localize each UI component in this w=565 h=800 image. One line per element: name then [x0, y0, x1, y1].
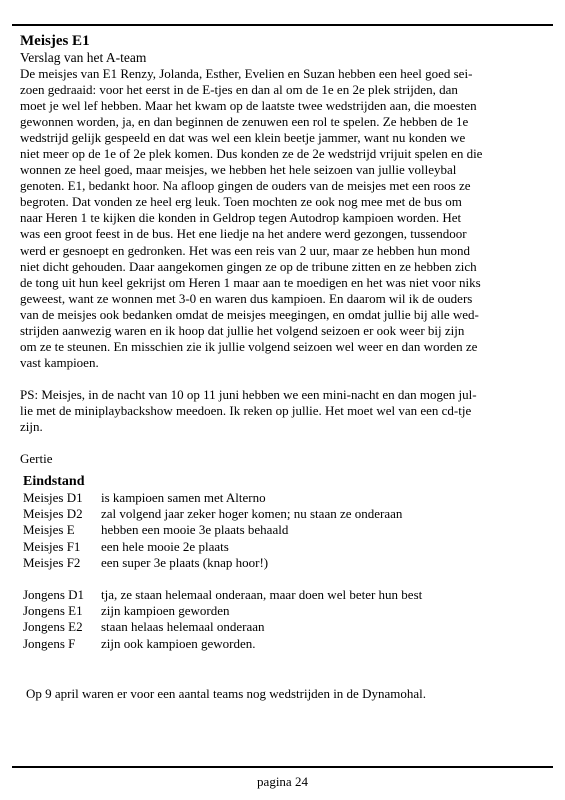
team-name: Meisjes D1 — [23, 490, 83, 505]
text-line: de tong uit hun keel gekrijst om Heren 1 maar aan te moedigen en het was niet voor niks — [20, 274, 481, 290]
team-name: Jongens F — [23, 635, 76, 651]
team-name: Jongens E1 — [23, 603, 83, 619]
eindstand-title: Eindstand — [23, 474, 85, 489]
article-subtitle: Verslag van het A-team — [20, 50, 147, 65]
text-line: wedstrijd gelijk gespeeld en dat was wel een klein beetje jammer, want nu konden we — [20, 130, 466, 146]
team-name: Meisjes F2 — [23, 554, 81, 570]
text-line: zoen gedraaid: voor het eerst in de E-tjes en dan al om de 1e en 2e plek strijden, dan — [20, 82, 458, 98]
standings-row — [23, 619, 543, 635]
text-line: zijn. — [20, 418, 43, 434]
standings-row — [23, 603, 543, 619]
team-name: Meisjes D2 — [23, 506, 83, 522]
text-line: De meisjes van E1 Renzy, Jolanda, Esther, Evelien en Suzan hebben een heel goed sei- — [20, 66, 473, 81]
signature: Gertie — [20, 451, 53, 467]
text-line: niet dicht gehouden. Daar aangekomen gingen ze op de tribune zitten en ze hebben zich — [20, 258, 477, 274]
standings-spacer — [23, 571, 543, 587]
team-result: een super 3e plaats (knap hoor!) — [101, 554, 269, 570]
team-result: staan helaas helemaal onderaan — [101, 619, 265, 635]
standings-row — [23, 539, 543, 555]
text-line: wonnen ze heel goed, maar meisjes, we hebben het hele seizoen van jullie volleybal — [20, 162, 457, 178]
standings-row — [23, 522, 543, 538]
text-line: niet meer op de 1e of 2e plek komen. Dus konden ze de 2e wedstrijd vrijuit spelen en die — [20, 146, 483, 162]
text-line: strijden aanwezig waren en ik hoop dat jullie het volgend seizoen er ook weer bij zijn — [20, 322, 465, 338]
standings-row — [23, 636, 543, 652]
text-line: geweest, want ze wonnen met 3-0 en waren dus kampioen. En daarom wil ik de ouders — [20, 290, 473, 306]
team-name: Meisjes E — [23, 522, 75, 538]
standings-row — [23, 506, 543, 522]
team-result: zijn kampioen geworden — [101, 603, 230, 619]
postscript — [20, 387, 534, 435]
text-line: gewonnen worden, ja, en dan beginnen de zenuwen een rol te spelen. Ze hebben de 1e — [20, 114, 469, 130]
text-line: moet je wel lef hebben. Maar het kwam op de laatste twee wedstrijden aan, die moesten — [20, 98, 477, 114]
standings-row — [23, 587, 543, 603]
team-result: hebben een mooie 3e plaats behaald — [101, 522, 289, 538]
page-number: pagina 24 — [257, 774, 308, 789]
team-result: zijn ook kampioen geworden. — [101, 635, 256, 651]
top-rule — [12, 24, 553, 26]
text-line: naar Heren 1 te kijken die konden in Geldrop tegen Autodrop kampioen worden. Het — [20, 210, 462, 226]
team-name: Jongens D1 — [23, 586, 85, 602]
team-name: Meisjes F1 — [23, 538, 81, 554]
standings-row — [23, 555, 543, 571]
team-result: zal volgend jaar zeker hoger komen; nu staan ze onderaan — [101, 506, 403, 522]
standings-row — [23, 490, 543, 506]
bottom-rule — [12, 766, 553, 768]
text-line: PS: Meisjes, in de nacht van 10 op 11 juni hebben we een mini-nacht en dan mogen jul- — [20, 386, 477, 402]
article — [20, 33, 550, 467]
footer-note: Op 9 april waren er voor een aantal teams nog wedstrijden in de Dynamohal. — [26, 686, 426, 701]
text-line: van de meisjes ook bedanken omdat de meisjes meegingen, en omdat jullie bij alle wed- — [20, 306, 479, 322]
text-line: was een groot feest in de bus. Het ene liedje na het andere werd gezongen, tussendoor — [20, 226, 467, 242]
team-result: is kampioen samen met Alterno — [101, 490, 266, 505]
article-body — [20, 66, 534, 371]
text-line: begroten. Dat vonden ze heel erg leuk. Toen mochten ze ook nog mee met de bus om — [20, 194, 462, 210]
team-name: Jongens E2 — [23, 619, 83, 635]
article-title: Meisjes E1 — [20, 33, 90, 49]
text-line: vast kampioen. — [20, 354, 99, 370]
meisjes-standings — [23, 490, 543, 571]
text-line: om ze te steunen. En misschien zie ik jullie volgend seizoen wel weer en dan worden ze — [20, 338, 478, 354]
team-result: tja, ze staan helemaal onderaan, maar doen wel beter hun best — [101, 586, 423, 602]
jongens-standings — [23, 587, 543, 652]
text-line: genoten. E1, bedankt hoor. Na afloop gingen de ouders van de meisjes met een roos ze — [20, 178, 471, 194]
text-line: lie met de miniplaybackshow meedoen. Ik reken op jullie. Het moet wel van een cd-tje — [20, 402, 472, 418]
text-line: werd er gesnoept en gedronken. Het was een reis van 2 uur, maar ze hebben hun mond — [20, 242, 470, 258]
eindstand-list — [23, 490, 543, 652]
team-result: een hele mooie 2e plaats — [101, 538, 229, 554]
